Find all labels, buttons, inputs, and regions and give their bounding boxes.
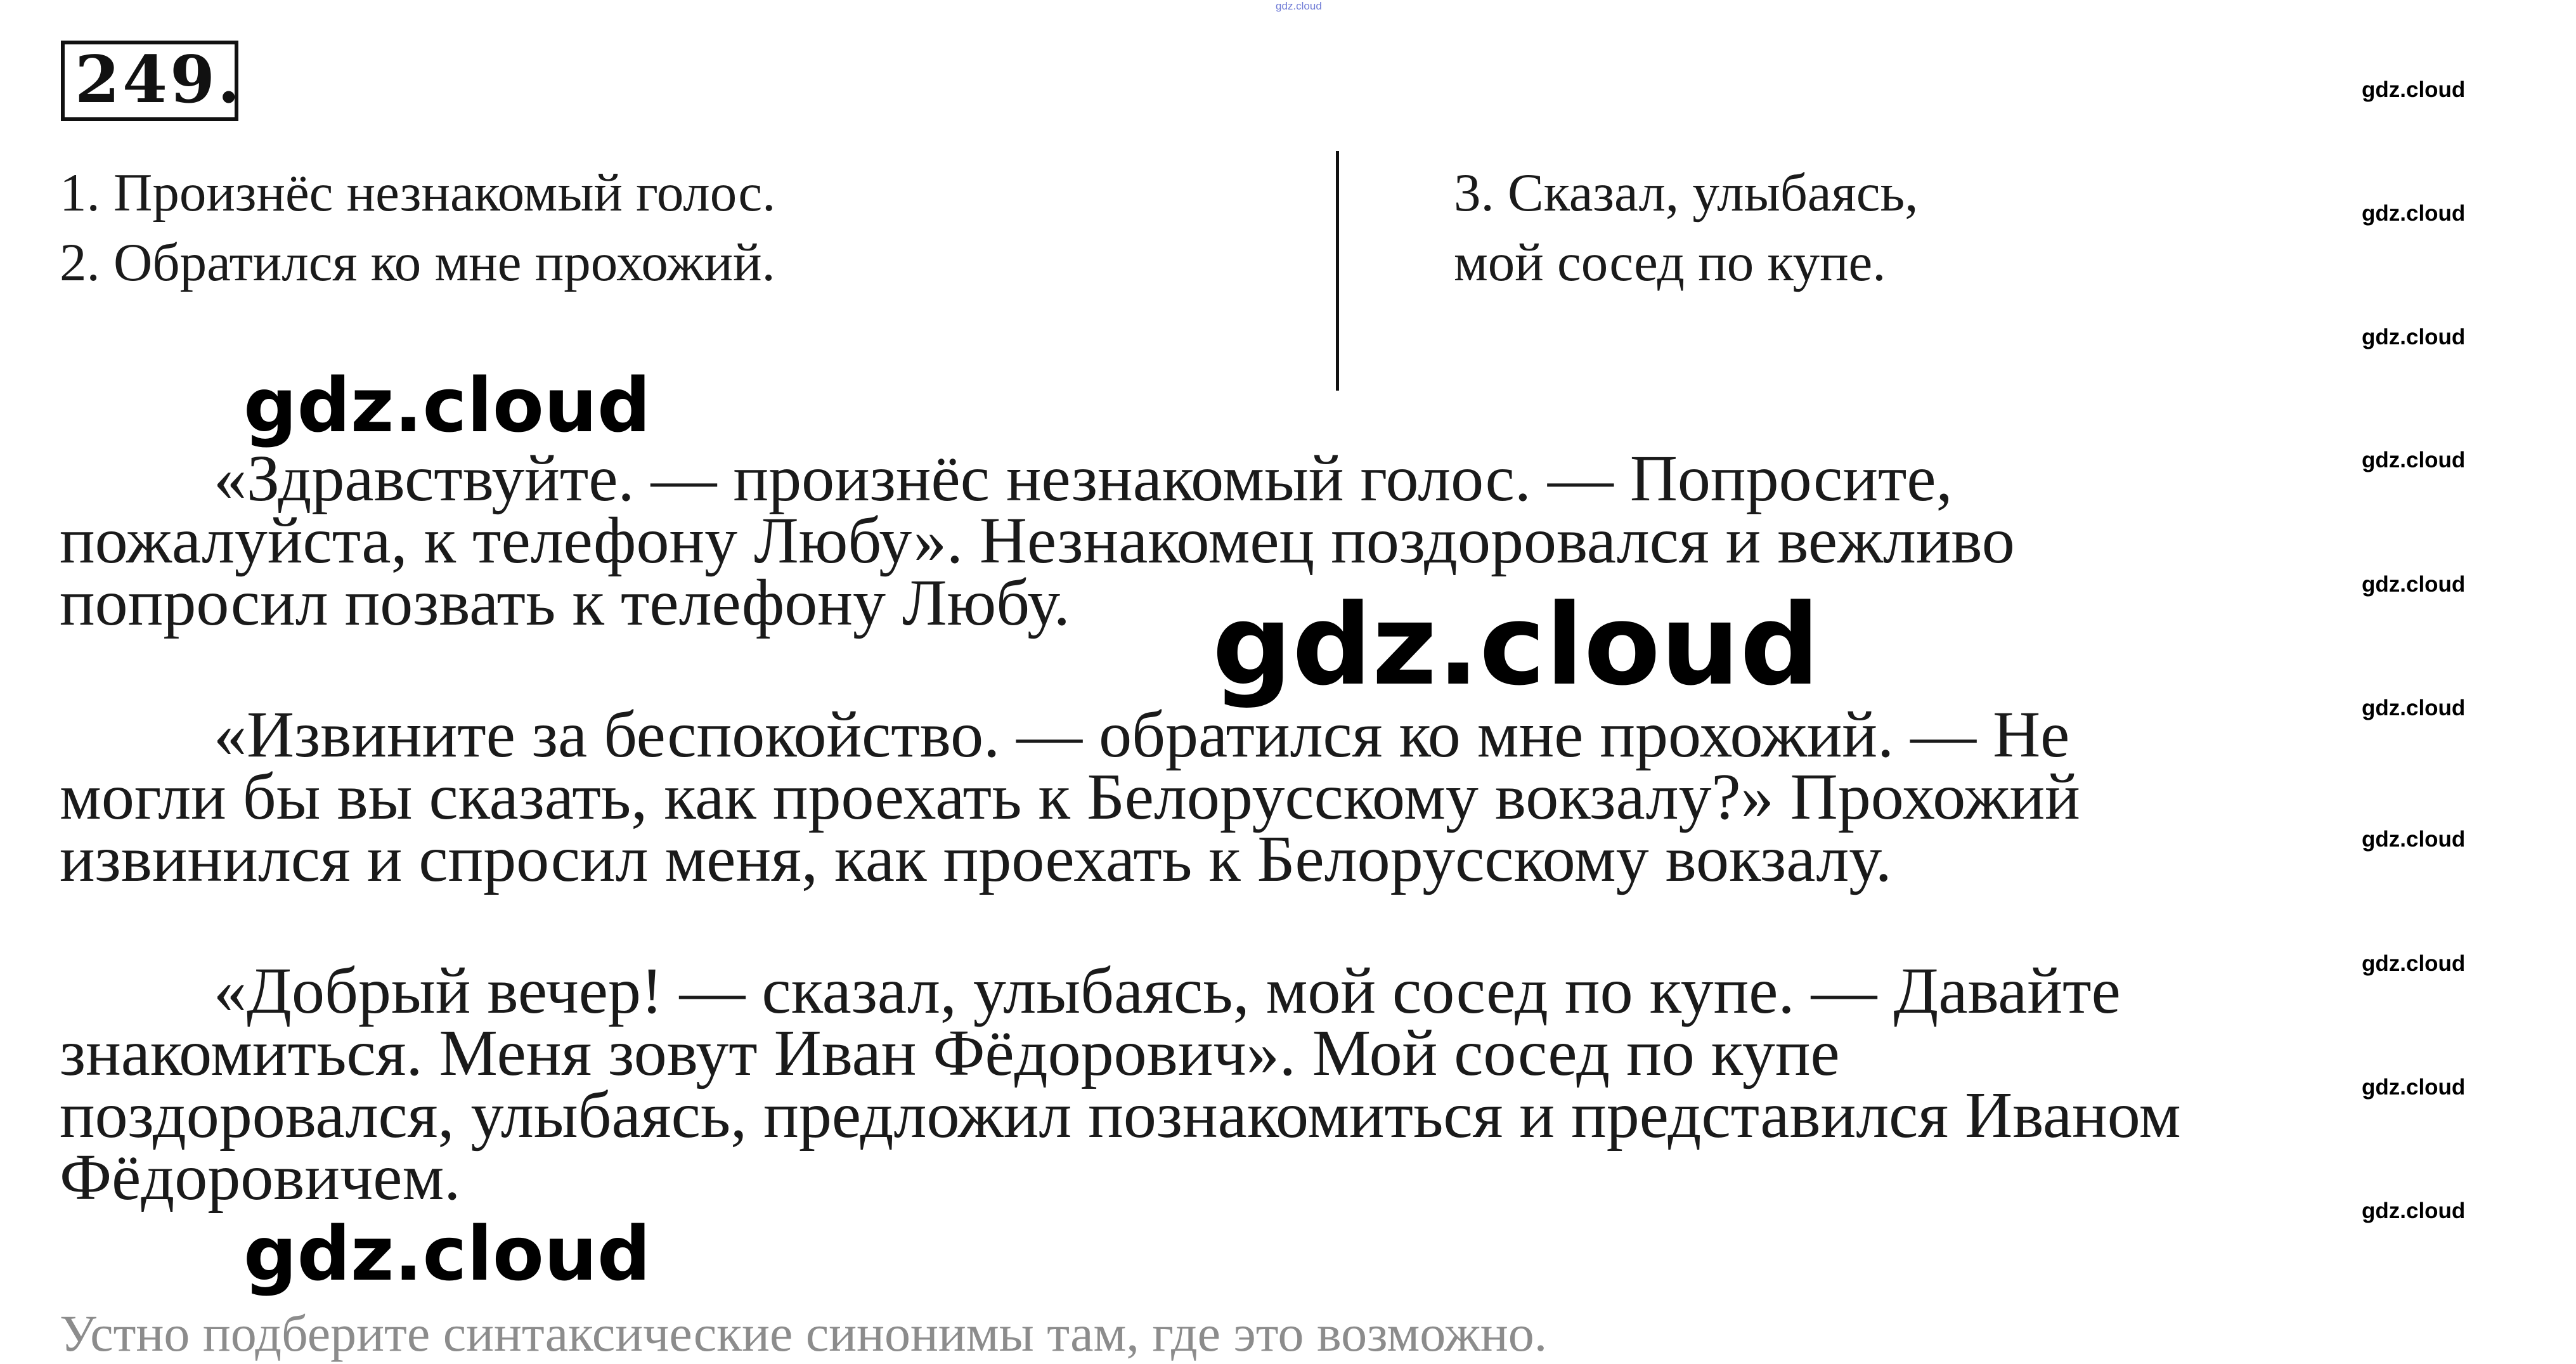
- watermark-large: gdz.cloud: [243, 1210, 651, 1297]
- paragraph-3-line: Фёдоровичем.: [60, 1141, 461, 1214]
- top-watermark: gdz.cloud: [1276, 0, 1322, 12]
- watermark-large: gdz.cloud: [1212, 580, 1820, 710]
- watermark-small: gdz.cloud: [2362, 1075, 2466, 1100]
- paragraph-1-line: попросил позвать к телефону Любу.: [60, 566, 1070, 639]
- watermark-small: gdz.cloud: [2362, 201, 2466, 226]
- paragraph-2-line: извинился и спросил меня, как проехать к Белорусскому вокзалу.: [60, 822, 1892, 895]
- watermark-small: gdz.cloud: [2362, 1198, 2466, 1223]
- watermark-small: gdz.cloud: [2362, 951, 2466, 976]
- watermark-small: gdz.cloud: [2362, 448, 2466, 472]
- paragraph-1-line: пожалуйста, к телефону Любу». Незнакомец поздоровался и вежливо: [60, 504, 2015, 577]
- list-item-1: 1. Произнёс незнакомый голос.: [60, 163, 776, 223]
- watermark-small: gdz.cloud: [2362, 827, 2466, 852]
- watermark-large: gdz.cloud: [243, 361, 651, 449]
- list-item-3-continuation: мой сосед по купе.: [1454, 233, 1886, 292]
- list-item-3: 3. Сказал, улыбаясь,: [1454, 163, 1919, 223]
- watermark-small: gdz.cloud: [2362, 696, 2466, 720]
- column-divider: [1336, 151, 1339, 391]
- watermark-small: gdz.cloud: [2362, 325, 2466, 349]
- watermark-small: gdz.cloud: [2362, 77, 2466, 102]
- paragraph-3-line: «Добрый вечер! — сказал, улыбаясь, мой сосед по купе. — Давайте: [214, 954, 2121, 1027]
- list-item-2: 2. Обратился ко мне прохожий.: [60, 233, 775, 292]
- paragraph-2-line: «Извините за беспокойство. — обратился ко мне прохожий. — Не: [214, 698, 2070, 771]
- paragraph-3-line: поздоровался, улыбаясь, предложил познакомиться и представился Иваном: [60, 1079, 2181, 1152]
- paragraph-3-line: знакомиться. Меня зовут Иван Фёдорович». Мой сосед по купе: [60, 1017, 1840, 1089]
- task-instruction: Устно подберите синтаксические синонимы там, где это возможно.: [60, 1304, 1548, 1362]
- paragraph-1-line: «Здравствуйте. — произнёс незнакомый голос. — Попросите,: [214, 442, 1953, 515]
- exercise-number: 249.: [75, 42, 243, 118]
- paragraph-2-line: могли бы вы сказать, как проехать к Белорусскому вокзалу?» Прохожий: [60, 760, 2080, 833]
- paragraph-2: [60, 698, 2532, 895]
- watermark-small: gdz.cloud: [2362, 572, 2466, 597]
